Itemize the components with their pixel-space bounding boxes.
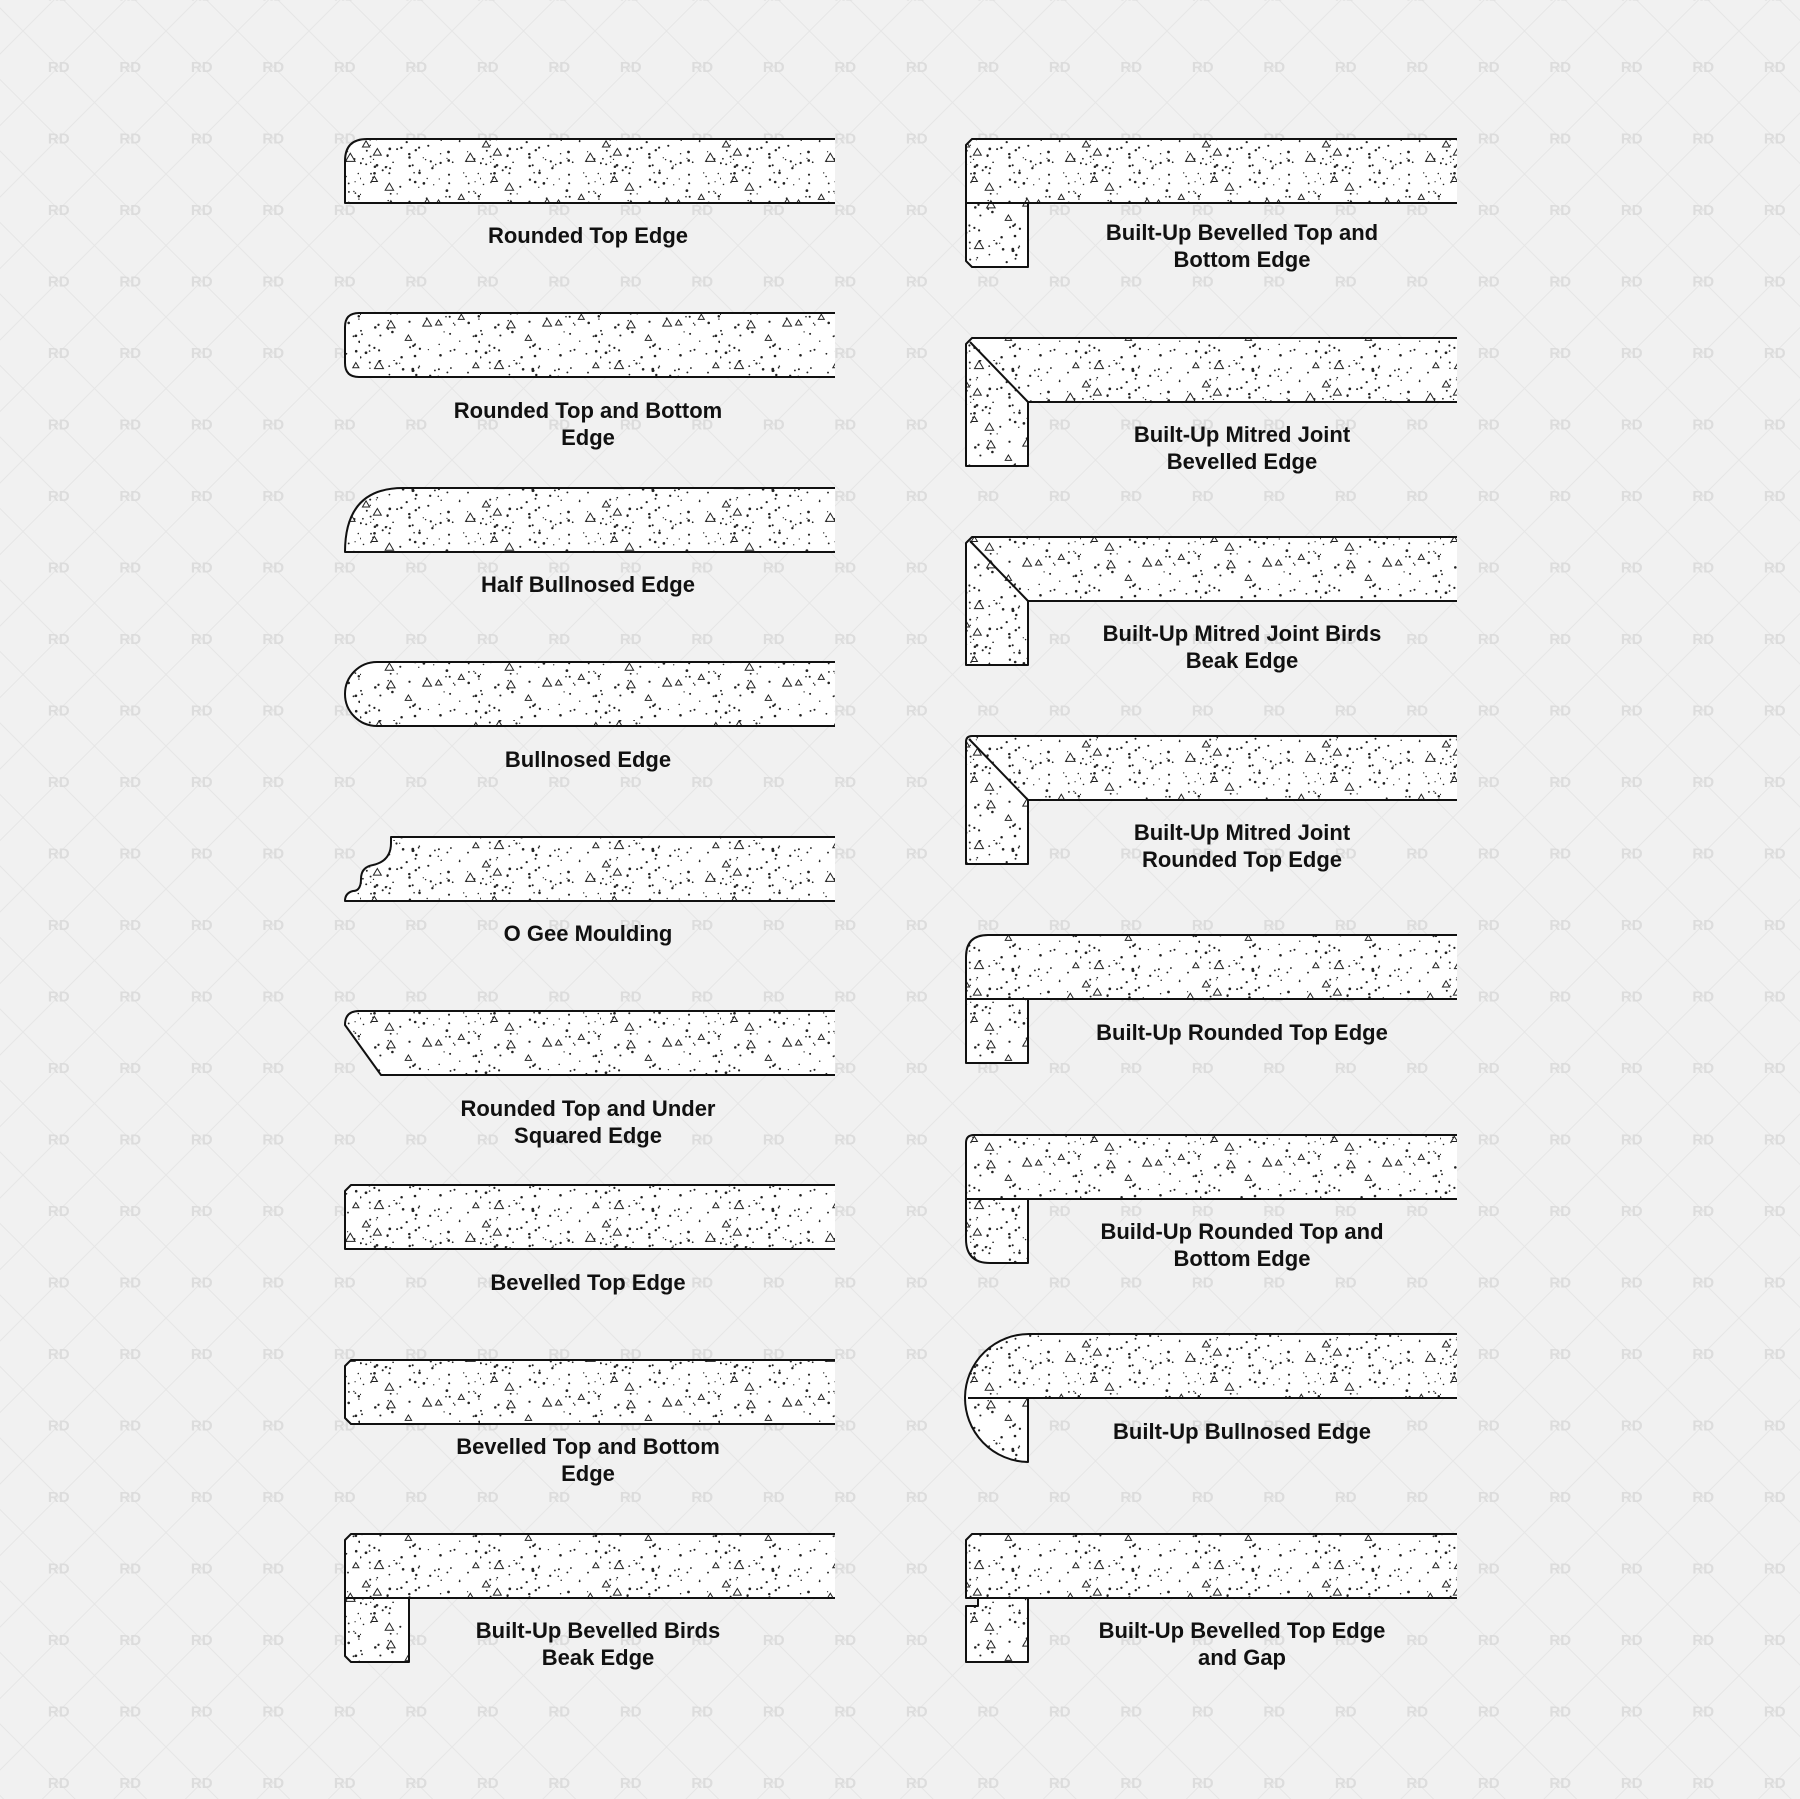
slab-buildup-rounded-top-bottom-lower: [966, 1199, 1028, 1263]
slab-rounded-top-edge: [345, 139, 835, 203]
slab-bevelled-top-edge: [345, 1185, 835, 1249]
slab-buildup-rounded-top-bottom-top: [966, 1135, 1457, 1199]
slab-builtup-bevelled-birds-beak-top: [345, 1534, 835, 1598]
label-rounded-top-bottom-edge: Rounded Top and Bottom Edge: [453, 398, 723, 450]
label-builtup-bevelled-top-bottom-edge: Built-Up Bevelled Top and Bottom Edge: [1105, 220, 1379, 272]
slab-builtup-bevelled-birds-beak-lower: [345, 1598, 409, 1662]
label-half-bullnosed-edge: Half Bullnosed Edge: [481, 572, 695, 597]
label-builtup-rounded-top-edge: Built-Up Rounded Top Edge: [1096, 1020, 1388, 1045]
slab-ogee-moulding: [345, 837, 835, 901]
label-buildup-rounded-top-bottom-edge: Build-Up Rounded Top and Bottom Edge: [1100, 1219, 1384, 1271]
label-ogee-moulding: O Gee Moulding: [503, 921, 673, 946]
label-builtup-bevelled-top-edge-gap: Built-Up Bevelled Top Edge and Gap: [1098, 1618, 1386, 1670]
label-builtup-bevelled-birds-beak-edge: Built-Up Bevelled Birds Beak Edge: [475, 1618, 721, 1670]
label-builtup-bullnosed-edge: Built-Up Bullnosed Edge: [1113, 1419, 1371, 1444]
slab-builtup-bevelled-top-bottom-lower: [966, 203, 1028, 267]
label-bevelled-top-edge: Bevelled Top Edge: [490, 1270, 686, 1295]
label-builtup-mitred-bevelled-edge: Built-Up Mitred Joint Bevelled Edge: [1133, 422, 1351, 474]
label-rounded-top-edge: Rounded Top Edge: [487, 223, 688, 248]
slab-rounded-top-under-squared-edge: [345, 1011, 835, 1075]
slab-half-bullnosed-edge: [345, 488, 835, 552]
slab-bevelled-top-bottom-edge: [345, 1360, 835, 1424]
label-bevelled-top-bottom-edge: Bevelled Top and Bottom Edge: [456, 1434, 720, 1486]
label-rounded-top-under-squared-edge: Rounded Top and Under Squared Edge: [460, 1096, 716, 1148]
slab-builtup-bevelled-top-bottom-top: [966, 139, 1457, 203]
slab-bullnosed-edge: [345, 662, 835, 726]
label-builtup-mitred-birds-beak-edge: Built-Up Mitred Joint Birds Beak Edge: [1102, 621, 1382, 673]
slab-builtup-rounded-top-top: [966, 935, 1457, 999]
slab-rounded-top-bottom-edge: [345, 313, 835, 377]
slab-builtup-bevelled-top-gap-lower: [966, 1598, 1028, 1662]
label-bullnosed-edge: Bullnosed Edge: [504, 747, 672, 772]
label-builtup-mitred-rounded-top-edge: Built-Up Mitred Joint Rounded Top Edge: [1133, 820, 1351, 872]
slab-builtup-rounded-top-lower: [966, 999, 1028, 1063]
slab-builtup-bevelled-top-gap-top: [966, 1534, 1457, 1598]
